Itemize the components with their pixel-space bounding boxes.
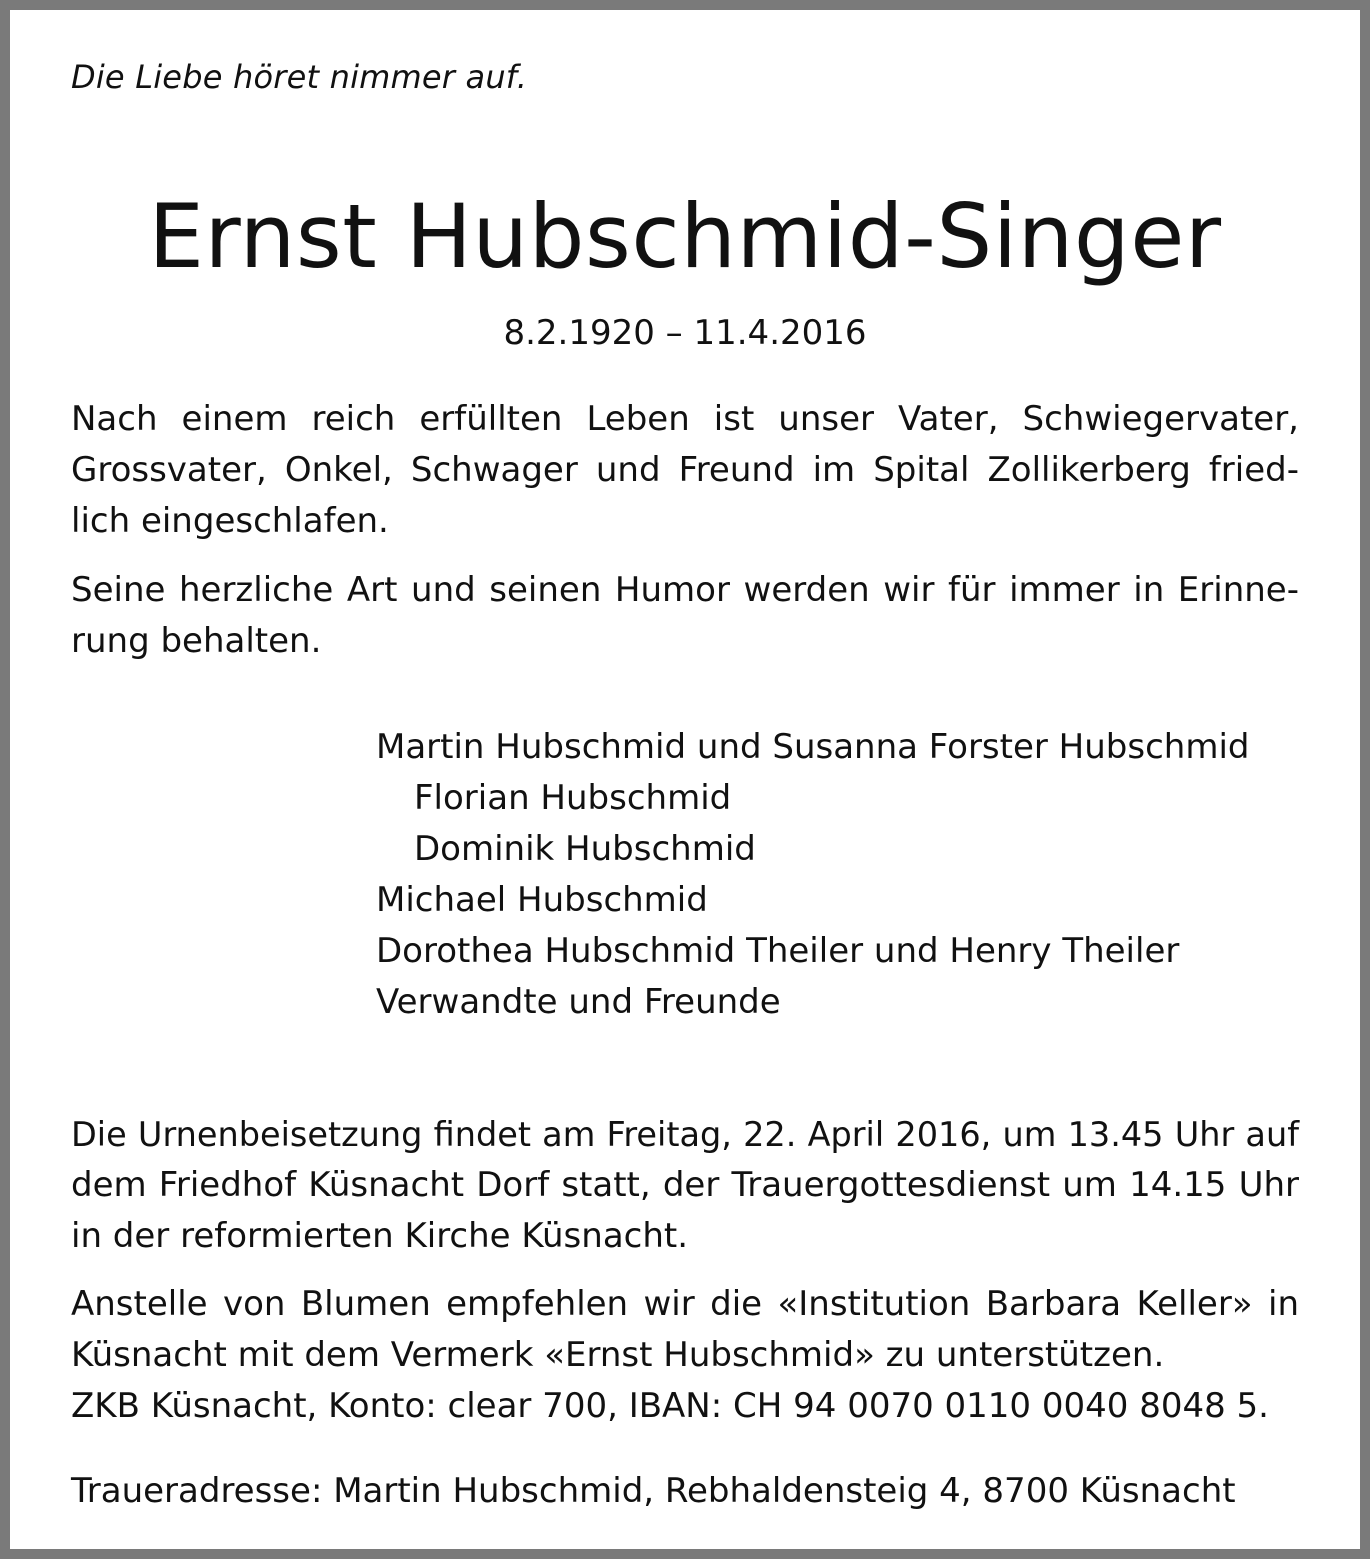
mourner-name: Verwandte und Freunde bbox=[376, 982, 781, 1022]
mourners-list bbox=[376, 722, 1249, 1028]
paragraph-line: rung behalten. bbox=[71, 621, 322, 661]
mourner-name: Michael Hubschmid bbox=[376, 880, 708, 920]
deceased-name: Ernst Hubschmid-Singer bbox=[148, 185, 1222, 288]
donation-information bbox=[71, 1279, 1299, 1432]
paragraph-line: dem Friedhof Küsnacht Dorf statt, der Trauergottesdienst um 14.15 Uhr bbox=[71, 1165, 1299, 1205]
life-dates: 8.2.1920 – 11.4.2016 bbox=[503, 313, 867, 353]
paragraph-line: Nach einem reich erfüllten Leben ist unser Vater, Schwiegervater, bbox=[71, 399, 1299, 439]
paragraph-line: Küsnacht mit dem Vermerk «Ernst Hubschmid» zu unterstützen. bbox=[71, 1335, 1165, 1375]
paragraph-line: lich eingeschlafen. bbox=[71, 501, 389, 541]
paragraph-memory bbox=[71, 565, 1299, 667]
address-line: Traueradresse: Martin Hubschmid, Rebhaldensteig 4, 8700 Küsnacht bbox=[71, 1471, 1236, 1511]
mourner-name: Martin Hubschmid und Susanna Forster Hubschmid bbox=[376, 727, 1250, 767]
paragraph-line: Grossvater, Onkel, Schwager und Freund im Spital Zollikerberg fried- bbox=[71, 450, 1299, 490]
paragraph-line: Seine herzliche Art und seinen Humor werden wir für immer in Erinne- bbox=[71, 570, 1299, 610]
paragraph-line: Die Urnenbeisetzung findet am Freitag, 22. April 2016, um 13.45 Uhr auf bbox=[71, 1115, 1299, 1154]
paragraph-passing bbox=[71, 394, 1299, 547]
notice-content bbox=[71, 10, 1299, 1549]
paragraph-line: in der reformierten Kirche Küsnacht. bbox=[71, 1216, 689, 1256]
mourner-name: Dominik Hubschmid bbox=[414, 829, 756, 869]
paragraph-line: ZKB Küsnacht, Konto: clear 700, IBAN: CH 94 0070 0110 0040 8048 5. bbox=[71, 1386, 1269, 1426]
funeral-information bbox=[71, 1109, 1299, 1262]
mourner-name: Florian Hubschmid bbox=[414, 778, 732, 818]
mourning-address bbox=[71, 1466, 1299, 1517]
paragraph-line: Anstelle von Blumen empfehlen wir die «Institution Barbara Keller» in bbox=[71, 1284, 1299, 1324]
mourner-name: Dorothea Hubschmid Theiler und Henry Theiler bbox=[376, 931, 1180, 971]
motto: Die Liebe höret nimmer auf. bbox=[71, 58, 528, 96]
